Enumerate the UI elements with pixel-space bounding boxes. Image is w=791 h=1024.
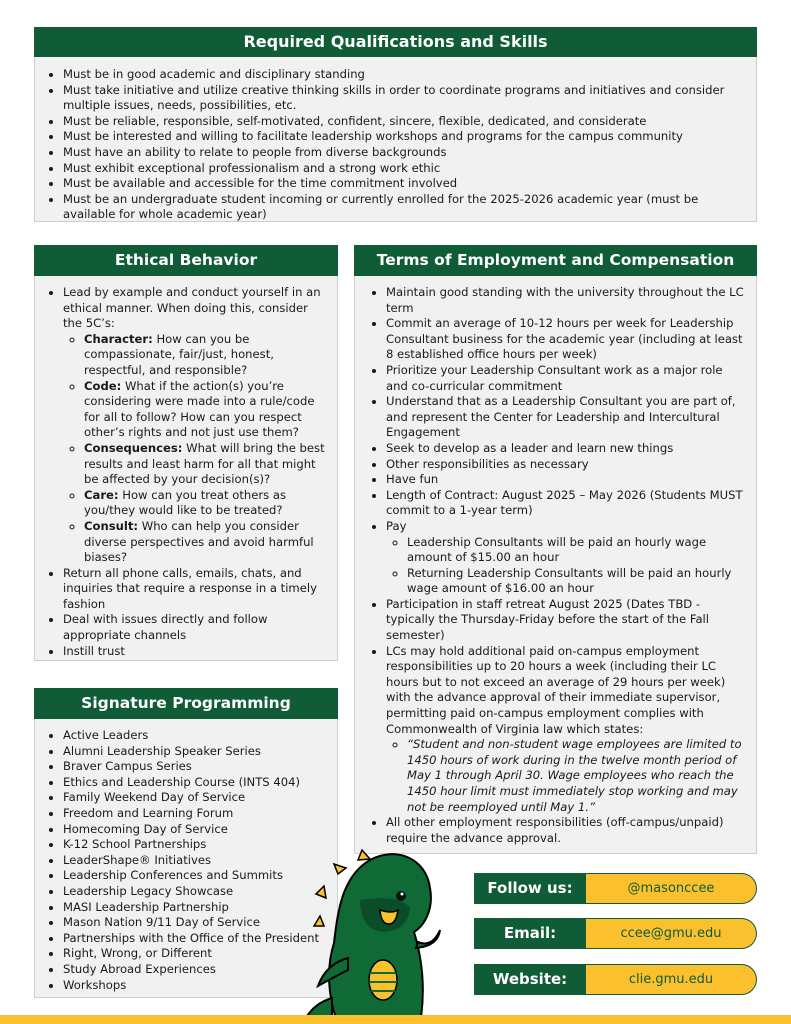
email-row: [474, 918, 757, 949]
list-item: • Commit an average of 10-12 hours per week for Leadership Consultant business for the academic year (including at least 8 established office hours per week): [386, 316, 744, 363]
list-item: • Homecoming Day of Service: [63, 822, 327, 838]
five-c-item: [84, 488, 327, 519]
five-c-text: What will bring the best results and least harm for all that might be affected by your decision(s)?: [84, 440, 325, 487]
list-item: • Return all phone calls, emails, chats, and inquiries that require a response in a timely fashion: [63, 566, 327, 613]
five-c-term: Consequences:: [84, 440, 183, 455]
list-item: • Prioritize your Leadership Consultant work as a major role and co-curricular commitment: [386, 363, 744, 394]
additional-employment-text: LCs may hold additional paid on-campus employment responsibilities up to 20 hours a week (including their LC hours but to not exceed an average of 29 hours per week) with the advance approval of their immediate supervisor, permitting paid on-campus employment complies with Commonwealth of Virginia law which states:: [386, 643, 726, 736]
pay-item: ◦ Leadership Consultants will be paid an hourly wage amount of $15.00 an hour: [407, 535, 744, 566]
five-c-term: Character:: [84, 331, 153, 346]
list-item: • Deal with issues directly and follow appropriate channels: [63, 612, 327, 643]
list-item: • Understand that as a Leadership Consultant you are part of, and represent the Center for Leadership and Intercultural Engagement: [386, 394, 744, 441]
list-item: • Leadership Conferences and Summits: [63, 868, 327, 884]
five-c-text: How can you treat others as you/they would like to be treated?: [84, 487, 287, 518]
law-quote-list: [386, 737, 744, 815]
list-item: • MASI Leadership Partnership: [63, 900, 327, 916]
list-item: • Family Weekend Day of Service: [63, 790, 327, 806]
list-item: • Must be interested and willing to facilitate leadership workshops and programs for the campus community: [63, 129, 746, 145]
list-item: • Must be reliable, responsible, self-motivated, confident, sincere, flexible, dedicated, and considerate: [63, 114, 746, 130]
list-item: • Mason Nation 9/11 Day of Service: [63, 915, 327, 931]
list-item: • Workshops: [63, 978, 327, 994]
qualifications-heading: Required Qualifications and Skills: [34, 27, 757, 57]
list-item: • Study Abroad Experiences: [63, 962, 327, 978]
dinosaur-mascot-icon: [298, 848, 458, 1024]
five-cs-list: [63, 332, 327, 566]
list-item: • Braver Campus Series: [63, 759, 327, 775]
list-item: • Seek to develop as a leader and learn new things: [386, 441, 744, 457]
list-item: • Must be available and accessible for the time commitment involved: [63, 176, 746, 192]
list-item: • Maintain good standing with the university throughout the LC term: [386, 285, 744, 316]
list-item: • Length of Contract: August 2025 – May 2026 (Students MUST commit to a 1-year term): [386, 488, 744, 519]
law-quote: ◦ “Student and non-student wage employees are limited to 1450 hours of work during in the twelve month period of May 1 through April 30. Wage employees who reach the 1450 hour limit must immediately stop working and may not be reemployed until May 1.”: [407, 737, 744, 815]
list-item: • Must be in good academic and disciplinary standing: [63, 67, 746, 83]
list-item: • Have fun: [386, 472, 744, 488]
list-item: • Instill trust: [63, 644, 327, 660]
five-c-text: Who can help you consider diverse perspectives and avoid harmful biases?: [84, 518, 314, 565]
list-item: [63, 285, 327, 566]
pay-list: [386, 535, 744, 597]
follow-us-row: [474, 873, 757, 904]
terms-section: [354, 245, 757, 854]
follow-us-label: Follow us:: [474, 873, 586, 904]
email-link[interactable]: ccee@gmu.edu: [586, 918, 757, 949]
five-c-item: [84, 379, 327, 441]
five-c-term: Care:: [84, 487, 119, 502]
five-c-term: Consult:: [84, 518, 139, 533]
pay-item: ◦ Returning Leadership Consultants will be paid an hourly wage amount of $16.00 an hour: [407, 566, 744, 597]
ethics-intro: Lead by example and conduct yourself in an ethical manner. When doing this, consider the 5C’s:: [63, 285, 321, 331]
website-row: [474, 964, 757, 995]
list-item: • All other employment responsibilities (off-campus/unpaid) require the advance approval.: [386, 815, 744, 846]
list-item: • Partnerships with the Office of the President: [63, 931, 327, 947]
list-item: • Active Leaders: [63, 728, 327, 744]
list-item: • K-12 School Partnerships: [63, 837, 327, 853]
list-item: • Other responsibilities as necessary: [386, 457, 744, 473]
list-item: • LeaderShape® Initiatives: [63, 853, 327, 869]
ethics-list: [35, 276, 337, 659]
five-c-text: How can you be compassionate, fair/just, honest, respectful, and responsible?: [84, 331, 274, 377]
five-c-term: Code:: [84, 378, 122, 393]
list-item: [386, 519, 744, 597]
list-item: • Must have an ability to relate to people from diverse backgrounds: [63, 145, 746, 161]
list-item: • Must be an undergraduate student incoming or currently enrolled for the 2025-2026 academic year (must be available for whole academic year): [63, 192, 746, 223]
five-c-item: [84, 519, 327, 566]
list-item: • Must exhibit exceptional professionalism and a strong work ethic: [63, 161, 746, 177]
list-item: • Right, Wrong, or Different: [63, 946, 327, 962]
list-item: [386, 644, 744, 816]
list-item: • Alumni Leadership Speaker Series: [63, 744, 327, 760]
social-handle-link[interactable]: @masonccee: [586, 873, 757, 904]
ethics-section: [34, 245, 338, 661]
pay-label: Pay: [386, 518, 407, 533]
signature-heading: Signature Programming: [34, 688, 338, 719]
terms-list: [355, 276, 756, 846]
list-item: • Participation in staff retreat August 2025 (Dates TBD - typically the Thursday-Friday before the start of the Fall semester): [386, 597, 744, 644]
ethics-heading: Ethical Behavior: [34, 245, 338, 276]
qualifications-list: [35, 57, 756, 223]
five-c-text: What if the action(s) you’re considering were made into a rule/code for all to follow? How can you respect other’s rights and not just use them?: [84, 378, 315, 440]
bottom-accent-bar: [0, 1015, 791, 1024]
list-item: • Freedom and Learning Forum: [63, 806, 327, 822]
website-link[interactable]: clie.gmu.edu: [586, 964, 757, 995]
five-c-item: [84, 332, 327, 379]
list-item: • Must take initiative and utilize creative thinking skills in order to coordinate programs and initiatives and consider multiple issues, needs, possibilities, etc.: [63, 83, 746, 114]
signature-section: [34, 688, 338, 998]
list-item: • Leadership Legacy Showcase: [63, 884, 327, 900]
terms-heading: Terms of Employment and Compensation: [354, 245, 757, 276]
signature-list: [35, 719, 337, 993]
list-item: • Ethics and Leadership Course (INTS 404): [63, 775, 327, 791]
email-label: Email:: [474, 918, 586, 949]
five-c-item: [84, 441, 327, 488]
website-label: Website:: [474, 964, 586, 995]
qualifications-section: [34, 27, 757, 222]
